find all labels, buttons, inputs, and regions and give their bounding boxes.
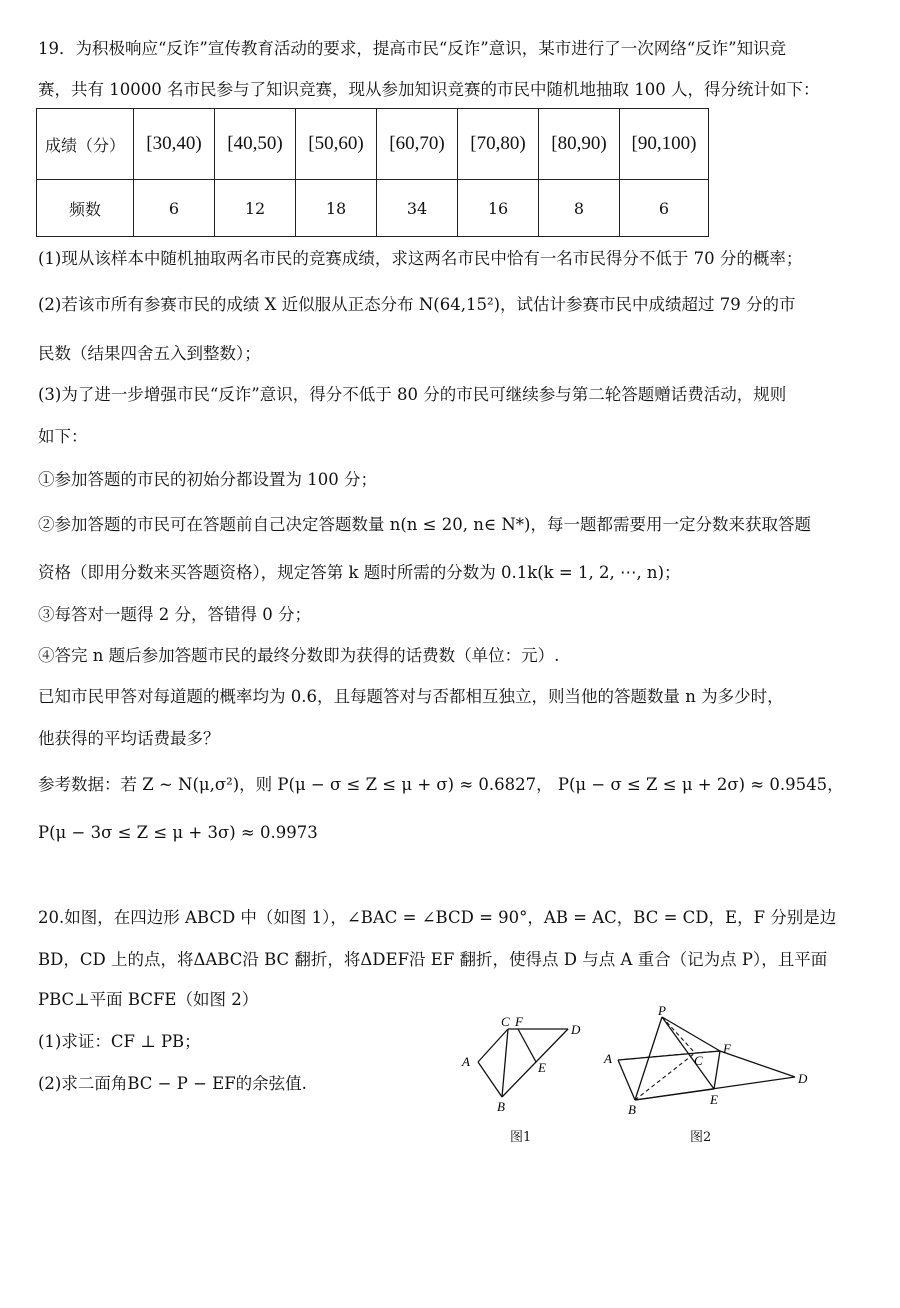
q19-part2-line1: (2)若该市所有参赛市民的成绩 X 近似服从正态分布 N(64,15²)，试估计参赛市民中成绩超过 79 分的市 — [38, 295, 796, 314]
fig1-label-f: F — [515, 1014, 523, 1029]
q19-rule4: ④答完 n 题后参加答题市民的最终分数即为获得的话费数（单位：元）. — [38, 646, 560, 665]
table-cell-interval: [30,40) — [134, 109, 215, 180]
table-cell-interval: [70,80) — [458, 109, 539, 180]
q19-reference-line1: 参考数据：若 Z ~ N(μ,σ²)，则 P(μ − σ ≤ Z ≤ μ + σ) ≈ 0.6827， P(μ − σ ≤ Z ≤ μ + 2σ) ≈ 0.9545， — [38, 775, 844, 794]
q19-question-line2: 他获得的平均话费最多？ — [38, 729, 220, 748]
fig2-label-b: B — [628, 1102, 636, 1117]
fig2-label-f: F — [723, 1041, 731, 1056]
figure-1-quadrilateral — [458, 1014, 598, 1124]
fig2-label-p: P — [658, 1005, 666, 1018]
q20-line1: 20.如图，在四边形 ABCD 中（如图 1），∠BAC = ∠BCD = 90°，AB = AC，BC = CD，E，F 分别是边 — [38, 908, 837, 927]
q20-part1: (1)求证：CF ⊥ PB； — [38, 1032, 201, 1051]
table-cell-interval: [50,60) — [296, 109, 377, 180]
figure-2-folded-solid — [600, 1005, 820, 1125]
table-cell-frequency: 12 — [215, 180, 296, 237]
table-cell-interval: [90,100) — [620, 109, 709, 180]
q19-rule2-line2: 资格（即用分数来买答题资格），规定答第 k 题时所需的分数为 0.1k(k = 1, 2, ⋯, n)； — [38, 563, 681, 582]
figure-2-caption: 图2 — [690, 1130, 712, 1145]
table-row-frequencies — [37, 180, 709, 237]
table-header-frequency: 频数 — [37, 180, 134, 237]
q19-intro-line2: 赛，共有 10000 名市民参与了知识竞赛，现从参加知识竞赛的市民中随机地抽取 100 人，得分统计如下： — [38, 80, 820, 99]
table-header-score: 成绩（分） — [37, 109, 134, 180]
q19-part3-line2: 如下： — [38, 427, 88, 446]
table-cell-interval: [40,50) — [215, 109, 296, 180]
q19-rule1: ①参加答题的市民的初始分都设置为 100 分； — [38, 470, 377, 489]
q19-intro-line1: 19．为积极响应“反诈”宣传教育活动的要求，提高市民“反诈”意识，某市进行了一次网络“反诈”知识竞 — [38, 39, 787, 58]
q19-part1: (1)现从该样本中随机抽取两名市民的竞赛成绩，求这两名市民中恰有一名市民得分不低于 70 分的概率； — [38, 249, 803, 268]
q20-line2: BD，CD 上的点，将ΔABC沿 BC 翻折，将ΔDEF沿 EF 翻折，使得点 D 与点 A 重合（记为点 P），且平面 — [38, 950, 828, 969]
q19-rule3: ③每答对一题得 2 分，答错得 0 分； — [38, 605, 311, 624]
q19-part3-line1: (3)为了进一步增强市民“反诈”意识，得分不低于 80 分的市民可继续参与第二轮答题赠话费活动，规则 — [38, 385, 787, 404]
score-frequency-table — [36, 108, 709, 237]
q19-part2-line2: 民数（结果四舍五入到整数）； — [38, 344, 261, 363]
q19-question-line1: 已知市民甲答对每道题的概率均为 0.6，且每题答对与否都相互独立，则当他的答题数量 n 为多少时， — [38, 687, 784, 706]
fig2-label-a: A — [604, 1051, 612, 1066]
table-cell-interval: [80,90) — [539, 109, 620, 180]
table-cell-frequency: 8 — [539, 180, 620, 237]
q19-reference-line2: P(μ − 3σ ≤ Z ≤ μ + 3σ) ≈ 0.9973 — [38, 823, 318, 842]
fig1-label-d: D — [571, 1022, 581, 1037]
fig1-label-c: C — [501, 1014, 510, 1029]
q19-rule2-line1: ②参加答题的市民可在答题前自己决定答题数量 n(n ≤ 20, n∈ N*)，每一题都需要用一定分数来获取答题 — [38, 515, 811, 534]
figure-1-caption: 图1 — [510, 1130, 532, 1145]
table-cell-frequency: 34 — [377, 180, 458, 237]
fig2-label-e: E — [710, 1092, 718, 1107]
fig2-label-d: D — [798, 1071, 808, 1086]
table-cell-frequency: 18 — [296, 180, 377, 237]
table-cell-frequency: 6 — [134, 180, 215, 237]
table-row-intervals — [37, 109, 709, 180]
q20-part2: (2)求二面角BC − P − EF的余弦值. — [38, 1074, 307, 1093]
table-cell-interval: [60,70) — [377, 109, 458, 180]
fig1-label-a: A — [462, 1054, 470, 1069]
fig2-label-c: C — [694, 1053, 703, 1068]
table-cell-frequency: 6 — [620, 180, 709, 237]
q20-line3: PBC⊥平面 BCFE（如图 2） — [38, 990, 259, 1009]
table-cell-frequency: 16 — [458, 180, 539, 237]
fig1-label-e: E — [538, 1060, 546, 1075]
fig1-label-b: B — [497, 1099, 505, 1114]
